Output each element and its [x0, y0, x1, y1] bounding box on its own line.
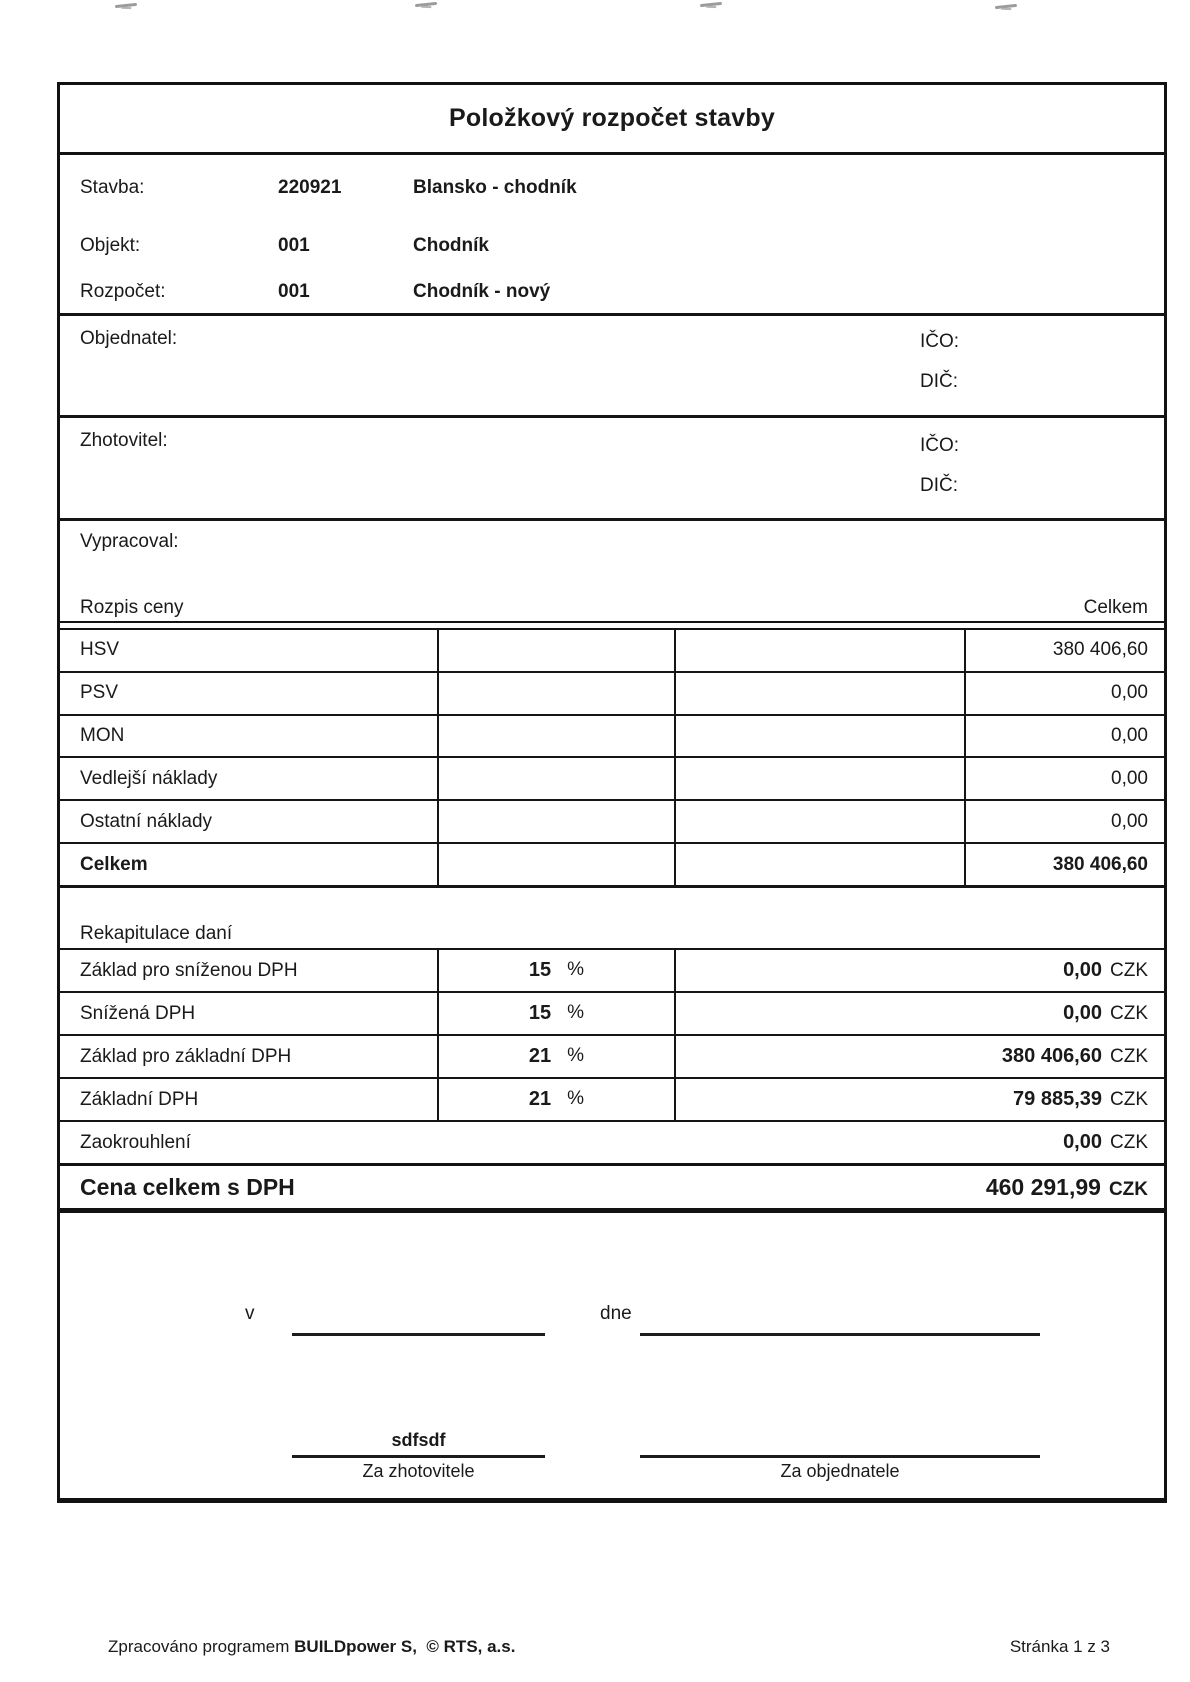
percent-sign: %	[567, 1045, 585, 1066]
currency-label: CZK	[1108, 1178, 1148, 1200]
date-line	[640, 1333, 1040, 1336]
table-row	[60, 949, 1164, 992]
objednatel-dic-label: DIČ:	[920, 371, 958, 392]
grand-total-value: 460 291,99	[985, 1173, 1101, 1200]
row-value: 0,00	[965, 672, 1164, 715]
currency-label: CZK	[1110, 1003, 1148, 1024]
heading-underline	[60, 621, 1164, 623]
rozpocet-name: Chodník - nový	[413, 281, 551, 302]
client-signature-caption: Za objednatele	[780, 1461, 900, 1481]
row-label: Vedlejší náklady	[60, 757, 438, 800]
scan-artifact	[700, 2, 722, 7]
row-label: MON	[60, 715, 438, 758]
objednatel-label: Objednatel:	[80, 328, 178, 349]
objekt-label: Objekt:	[80, 235, 141, 256]
row-value: 79 885,39	[1013, 1088, 1102, 1110]
row-label: Základní DPH	[60, 1078, 438, 1121]
row-value: 0,00	[1063, 1002, 1102, 1024]
zhotovitel-ico-label: IČO:	[920, 435, 960, 456]
row-value: 0,00	[965, 715, 1164, 758]
table-row	[60, 1121, 1164, 1163]
rozpocet-code: 001	[278, 281, 310, 302]
currency-label: CZK	[1110, 1132, 1148, 1153]
place-label: v	[245, 1303, 255, 1324]
table-row	[60, 992, 1164, 1035]
row-label: Zaokrouhlení	[60, 1121, 438, 1163]
divider	[60, 518, 1164, 521]
contractor-signer-name: sdfsdf	[391, 1430, 446, 1450]
table-row-total	[60, 843, 1164, 886]
currency-label: CZK	[1110, 1089, 1148, 1110]
objekt-name: Chodník	[413, 235, 489, 256]
rozpocet-row	[60, 281, 1164, 305]
zhotovitel-label: Zhotovitel:	[80, 430, 168, 451]
vypracoval-label: Vypracoval:	[80, 531, 179, 552]
row-label: Základ pro základní DPH	[60, 1035, 438, 1078]
page-number: Stránka 1 z 3	[1009, 1637, 1110, 1656]
row-value: 380 406,60	[965, 843, 1164, 886]
divider	[60, 415, 1164, 418]
scan-artifact	[995, 4, 1017, 9]
row-value: 380 406,60	[965, 629, 1164, 672]
celkem-column-header: Celkem	[1083, 597, 1148, 618]
rekapitulace-dani-heading: Rekapitulace daní	[80, 923, 233, 944]
zhotovitel-dic-label: DIČ:	[920, 475, 958, 496]
table-row	[60, 629, 1164, 672]
rozpocet-label: Rozpočet:	[80, 281, 166, 302]
budget-document-page	[57, 82, 1167, 1503]
rozpis-ceny-table	[60, 628, 1164, 888]
row-label: Snížená DPH	[60, 992, 438, 1035]
percent-sign: %	[567, 959, 585, 980]
row-value: 0,00	[1063, 959, 1102, 981]
row-label: Celkem	[60, 843, 438, 886]
row-value: 0,00	[1063, 1131, 1102, 1153]
table-row	[60, 800, 1164, 843]
stavba-name: Blansko - chodník	[413, 177, 577, 198]
footer-app-name: BUILDpower S,	[294, 1637, 417, 1656]
footer-copyright: © RTS, a.s.	[426, 1637, 516, 1656]
contractor-signature-caption: Za zhotovitele	[362, 1461, 475, 1481]
client-signature-line	[640, 1455, 1040, 1458]
divider	[60, 313, 1164, 316]
tax-rate: 21	[528, 1088, 552, 1110]
grand-total-row	[60, 1163, 1164, 1213]
objednatel-ico-label: IČO:	[920, 331, 960, 352]
date-label: dne	[600, 1303, 632, 1324]
stavba-code: 220921	[278, 177, 342, 198]
place-line	[292, 1333, 545, 1336]
row-label: HSV	[60, 629, 438, 672]
percent-sign: %	[567, 1088, 585, 1109]
currency-label: CZK	[1110, 960, 1148, 981]
percent-sign: %	[567, 1002, 585, 1023]
objekt-row	[60, 235, 1164, 259]
scan-artifact	[115, 3, 137, 8]
table-row	[60, 672, 1164, 715]
tax-rate: 21	[528, 1045, 552, 1067]
rekapitulace-dani-table	[60, 948, 1164, 1163]
row-label: PSV	[60, 672, 438, 715]
grand-total-label: Cena celkem s DPH	[80, 1173, 295, 1200]
contractor-signature-line	[292, 1455, 545, 1458]
row-label: Ostatní náklady	[60, 800, 438, 843]
page-title: Položkový rozpočet stavby	[449, 104, 775, 132]
row-label: Základ pro sníženou DPH	[60, 949, 438, 992]
row-value: 0,00	[965, 757, 1164, 800]
table-row	[60, 715, 1164, 758]
stavba-label: Stavba:	[80, 177, 145, 198]
scan-artifact	[415, 2, 437, 7]
footer-generated-by: Zpracováno programem	[108, 1637, 290, 1656]
rozpis-ceny-heading: Rozpis ceny	[80, 597, 184, 618]
tax-rate: 15	[528, 1002, 552, 1024]
stavba-row	[60, 177, 1164, 201]
table-row	[60, 1078, 1164, 1121]
title-band	[60, 85, 1164, 155]
table-row	[60, 1035, 1164, 1078]
objekt-code: 001	[278, 235, 310, 256]
currency-label: CZK	[1110, 1046, 1148, 1067]
row-value: 380 406,60	[1001, 1045, 1102, 1067]
table-row	[60, 757, 1164, 800]
row-value: 0,00	[965, 800, 1164, 843]
tax-rate: 15	[528, 959, 552, 981]
